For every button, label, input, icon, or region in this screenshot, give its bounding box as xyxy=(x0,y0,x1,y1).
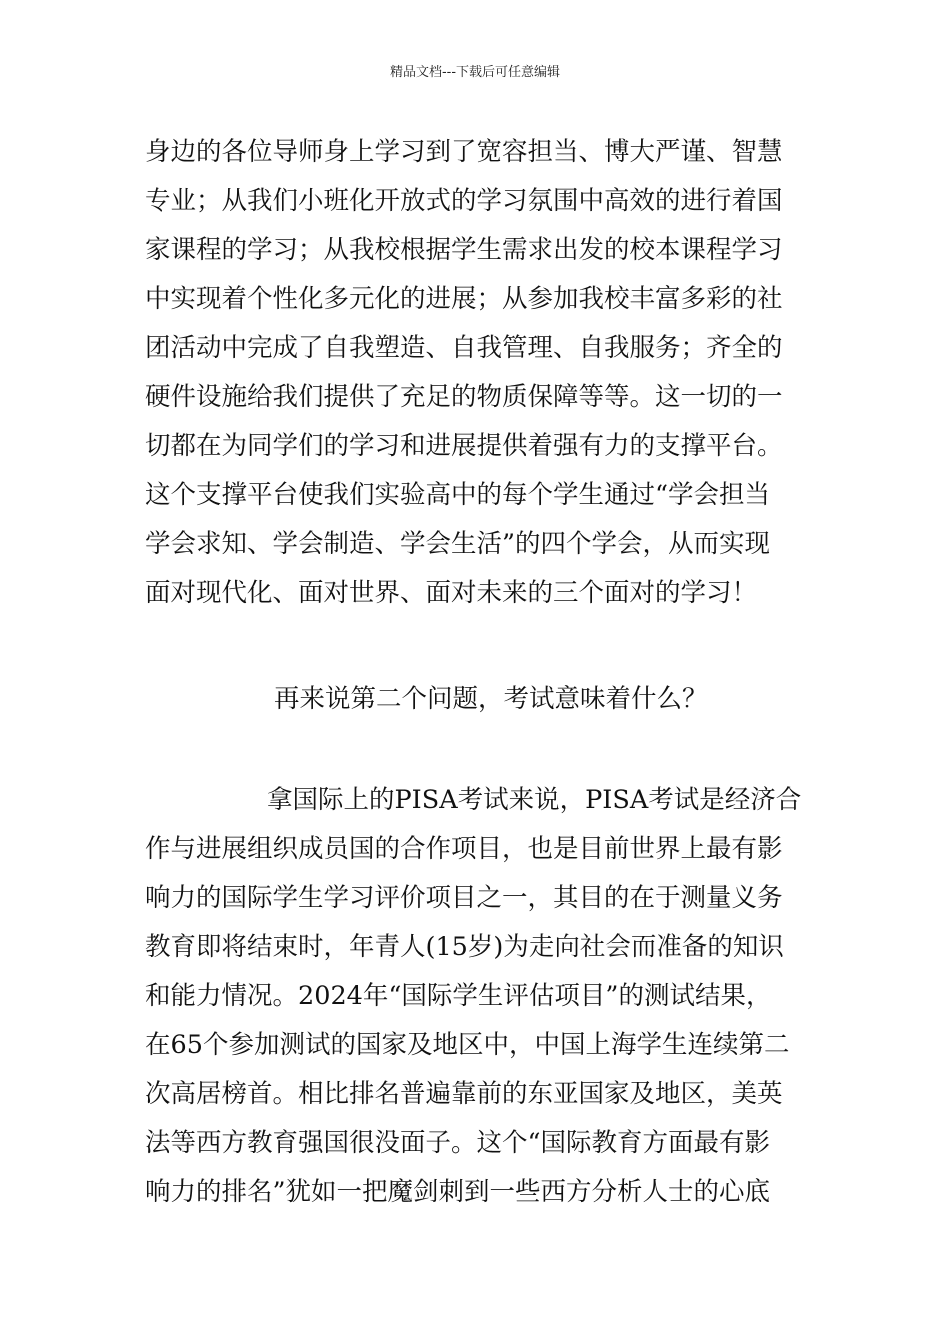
page-header: 精品文档---下载后可任意编辑 xyxy=(389,65,561,80)
paragraph-1-line: 专业；从我们小班化开放式的学习氛围中高效的进行着国 xyxy=(145,186,783,216)
paragraph-1-line: 中实现着个性化多元化的进展；从参加我校丰富多彩的社 xyxy=(145,284,783,314)
paragraph-1 xyxy=(145,128,817,618)
paragraph-2-line: 次高居榜首。相比排名普遍靠前的东亚国家及地区，美英 xyxy=(145,1079,783,1109)
paragraph-2-line: 和能力情况。2024年“国际学生评估项目”的测试结果， xyxy=(145,981,772,1011)
paragraph-1-line: 切都在为同学们的学习和进展提供着强有力的支撑平台。 xyxy=(145,431,783,461)
paragraph-1-line: 团活动中完成了自我塑造、自我管理、自我服务；齐全的 xyxy=(145,333,783,363)
paragraph-1-line: 家课程的学习；从我校根据学生需求出发的校本课程学习 xyxy=(145,235,783,265)
paragraph-1-line: 这个支撑平台使我们实验高中的每个学生通过“学会担当 xyxy=(145,480,771,510)
paragraph-2 xyxy=(145,776,817,1217)
paragraph-2-line: 响力的国际学生学习评价项目之一，其目的在于测量义务 xyxy=(145,883,783,913)
paragraph-2-line: 在65个参加测试的国家及地区中，中国上海学生连续第二 xyxy=(145,1030,790,1060)
paragraph-1-line: 身边的各位导师身上学习到了宽容担当、博大严谨、智慧 xyxy=(145,137,783,167)
paragraph-1-line: 学会求知、学会制造、学会生活”的四个学会，从而实现 xyxy=(145,529,771,559)
paragraph-1-line: 硬件设施给我们提供了充足的物质保障等等。这一切的一 xyxy=(145,382,783,412)
paragraph-1-line: 面对现代化、面对世界、面对未来的三个面对的学习！ xyxy=(145,578,758,608)
section-heading: 再来说第二个问题，考试意味着什么？ xyxy=(274,684,708,714)
paragraph-2-line: 法等西方教育强国很没面子。这个“国际教育方面最有影 xyxy=(145,1128,771,1158)
paragraph-2-line: 教育即将结束时，年青人(15岁)为走向社会而准备的知识 xyxy=(145,932,784,962)
paragraph-2-line: 响力的排名”犹如一把魔剑刺到一些西方分析人士的心底 xyxy=(145,1177,771,1207)
paragraph-2-line: 拿国际上的PISA考试来说，PISA考试是经济合 xyxy=(267,785,802,815)
paragraph-2-line: 作与进展组织成员国的合作项目，也是目前世界上最有影 xyxy=(145,834,783,864)
